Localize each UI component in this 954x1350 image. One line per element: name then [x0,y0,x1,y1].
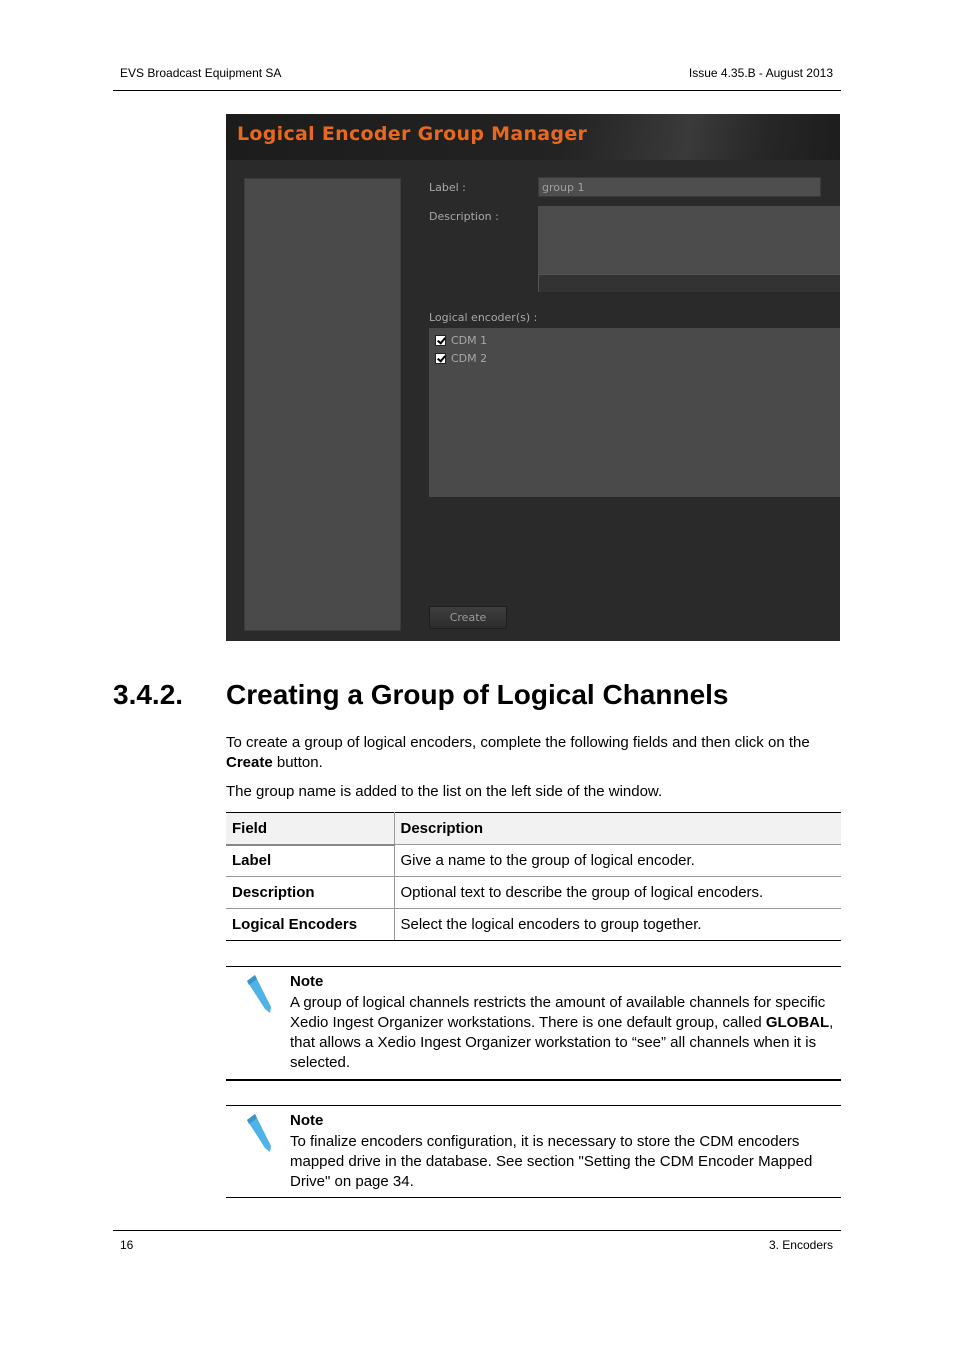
note-bold: GLOBAL [765,1014,830,1031]
note-bottom-rule [226,1079,841,1081]
intro-text: To create a group of logical encoders, complete the following fields and then click on the [226,734,810,751]
header-rule [113,90,841,91]
fields-table [226,812,841,941]
table-row [226,909,841,941]
chapter-label: 3. Encoders [768,1238,833,1252]
description-scrollbar[interactable] [538,274,840,292]
table-header-row [226,813,841,845]
header-company: EVS Broadcast Equipment SA [120,66,282,80]
note-text: To finalize encoders configuration, it is necessary to store the CDM encoders mapped drive in the database. See section "Setting the CDM Encoder Mapped Drive" on page 34. [290,1133,813,1190]
table-row [226,877,841,909]
group-manager-screenshot [226,114,840,641]
description-field[interactable] [538,206,840,274]
encoder-name: CDM 2 [451,352,488,365]
window-title: Logical Encoder Group Manager [237,123,588,145]
label-field[interactable]: group 1 [538,177,821,197]
pencil-icon [243,973,273,1015]
table-header-cell: Description [394,813,841,845]
checkbox-checked-icon[interactable] [435,335,446,346]
table-cell-description: Optional text to describe the group of logical encoders. [394,877,841,909]
encoder-item[interactable] [435,334,487,347]
checkbox-checked-icon[interactable] [435,353,446,364]
note-text-a: A group of logical channels restricts the amount of available channels for specific Xedio Ingest Organizer workstations. There is one default group, called [290,994,826,1031]
pencil-icon [243,1112,273,1154]
intro-bold: Create [226,754,273,771]
group-list[interactable] [244,178,401,631]
note-title: Note [290,1112,324,1129]
table-cell-description: Give a name to the group of logical encoder. [394,845,841,877]
intro-paragraph [226,733,840,773]
footer-rule [113,1230,841,1231]
note-bottom-rule [226,1197,841,1198]
intro-paragraph-2: The group name is added to the list on the left side of the window. [226,783,663,800]
section-number: 3.4.2. [113,679,184,710]
table-row [226,845,841,877]
table-cell-description: Select the logical encoders to group together. [394,909,841,941]
header-issue: Issue 4.35.B - August 2013 [688,66,833,80]
intro-text-end: button. [272,754,323,771]
page-number: 16 [120,1238,134,1252]
note-text-b: , that allows a Xedio Ingest Organizer workstation to “see” all channels when it is selected. [290,1014,834,1071]
note-title: Note [290,973,324,990]
note-text [290,993,840,1073]
encoders-list [429,328,840,497]
description-caption: Description : [429,210,499,223]
label-caption: Label : [429,181,466,194]
encoder-name: CDM 1 [451,334,488,347]
table-cell-field: Label [226,845,394,877]
note-top-rule [226,966,841,967]
table-cell-field: Logical Encoders [226,909,394,941]
encoder-item[interactable] [435,352,487,365]
note-top-rule [226,1105,841,1106]
encoders-caption: Logical encoder(s) : [429,311,538,324]
table-cell-field: Description [226,877,394,909]
create-button[interactable]: Create [429,606,507,629]
table-header-cell: Field [226,813,394,845]
section-title: Creating a Group of Logical Channels [226,679,729,710]
